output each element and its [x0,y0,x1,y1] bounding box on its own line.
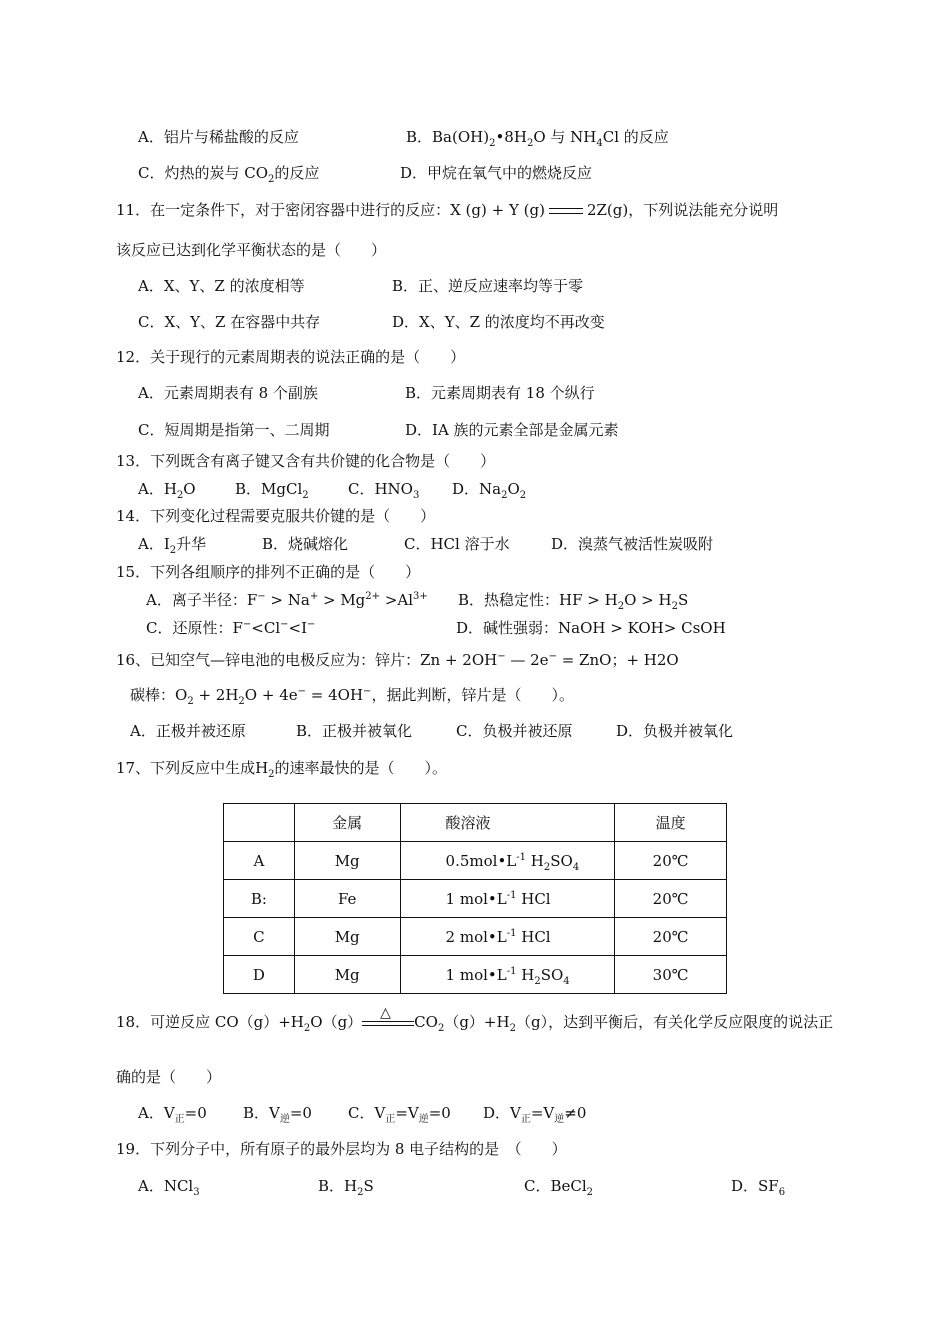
q12-option-b: B．元素周期表有 18 个纵行 [405,384,595,402]
table-header: 酸溶液 [400,804,615,842]
q12-stem: 12．关于现行的元素周期表的说法正确的是（ ） [116,348,466,366]
q19-stem: 19．下列分子中，所有原子的最外层均为 8 电子结构的是 （ ） [116,1140,567,1158]
table-cell: Mg [294,842,400,880]
q12-option-c: C．短周期是指第一、二周期 [138,421,330,439]
table-header: 温度 [615,804,727,842]
q17-stem: 17、下列反应中生成$H_2$的速率最快的是（ ）。 [116,759,448,780]
table-row [224,880,727,918]
q11-stem: 11．在一定条件下，对于密闭容器中进行的反应：X (g) + Y (g) 2Z(g)，下列说法能充分说明 [116,201,779,219]
q16-option-d: D．负极并被氧化 [616,722,734,740]
table-cell: D [224,956,295,994]
q14-stem: 14．下列变化过程需要克服共价键的是（ ） [116,507,436,525]
q16-stem: 16、已知空气—锌电池的电极反应为：锌片：Zn + 2OH− — 2e− = ZnO；+ H2O [116,651,679,669]
q12-option-a: A．元素周期表有 8 个副族 [138,384,318,402]
table-cell: A [224,842,295,880]
q14-option-b: B．烧碱熔化 [262,535,349,553]
q18-option-d: D．$V_正=V_逆\ne 0$ [483,1104,587,1125]
equilibrium-arrow-icon [549,205,583,217]
q16-option-a: A．正极并被还原 [130,722,246,740]
q19-option-a: A．NCl$_3$ [138,1177,200,1198]
q19-option-c: C．BeCl$_2$ [524,1177,594,1198]
q10-option-d: D．甲烷在氧气中的燃烧反应 [400,164,593,182]
table-cell: Mg [294,918,400,956]
q15-stem: 15．下列各组顺序的排列不正确的是（ ） [116,563,421,581]
q18-option-b: B．$V_逆=0$ [243,1104,312,1125]
table-row [224,918,727,956]
q11-option-c: C．X、Y、Z 在容器中共存 [138,313,321,331]
q18-option-c: C．$V_正=V_逆=0$ [348,1104,451,1125]
q18-stem: 18．可逆反应 $CO(g)+H_2O(g)$ △ $CO_2(g)+H_2(g)$，达到平衡后，有关化学反应限度的说法正 [116,1005,834,1034]
table-cell: 20℃ [615,842,727,880]
table-header-row [224,804,727,842]
table-cell: $0.5mol•L^{-1}$ $H_2SO_4$ [400,842,615,880]
heating-arrow-icon: △ [362,1013,414,1033]
q16-option-b: B．正极并被氧化 [296,722,413,740]
q18-stem-line2: 确的是（ ） [116,1068,222,1086]
table-cell: 2 $mol•L^{-1}$ HCl [400,918,615,956]
q11-option-a: A．X、Y、Z 的浓度相等 [138,277,305,295]
q19-option-b: B．$H_2S$ [318,1177,374,1198]
q10-option-b: B．$Ba(OH)_2•8H_2O$ 与 $NH_4Cl$ 的反应 [406,128,669,149]
q15-option-b: B．热稳定性：HF > $H_2O > H_2S$ [458,591,689,612]
table-row [224,956,727,994]
q15-option-d: D．碱性强弱：NaOH > KOH> CsOH [456,619,726,637]
q13-option-b: B．MgCl$_2$ [235,480,309,501]
q10-option-c: C．灼热的炭与 $CO_2$的反应 [138,164,320,185]
q19-option-d: D．$SF_6$ [731,1177,786,1198]
q15-option-c: C．还原性：F−<Cl−<I− [146,619,316,637]
q12-option-d: D．IA 族的元素全部是金属元素 [405,421,619,439]
q11-option-d: D．X、Y、Z 的浓度均不再改变 [392,313,605,331]
table-cell: 20℃ [615,880,727,918]
q10-option-a: A．铝片与稀盐酸的反应 [138,128,299,146]
q18-option-a: A．$V_正=0$ [138,1104,207,1125]
table-cell: 30℃ [615,956,727,994]
q11-option-b: B．正、逆反应速率均等于零 [392,277,584,295]
q16-stem-line2: 碳棒：$O_2 + 2H_2O + 4e^- = 4OH^-$，据此判断，锌片是（ ）。 [130,686,574,707]
table-row [224,842,727,880]
q13-stem: 13．下列既含有离子键又含有共价键的化合物是（ ） [116,452,496,470]
q16-option-c: C．负极并被还原 [456,722,573,740]
q13-option-a: A．$H_2O$ [138,480,196,501]
q11-stem-line2: 该反应已达到化学平衡状态的是（ ） [116,241,387,259]
table-cell: 20℃ [615,918,727,956]
q13-option-d: D．$Na_2O_2$ [452,480,527,501]
q14-option-a: A．$I_2$升华 [138,535,207,556]
table-cell: 1 $mol•L^{-1}$ $H_2SO_4$ [400,956,615,994]
table-header: 金属 [294,804,400,842]
table-cell: C [224,918,295,956]
q13-option-c: C．$HNO_3$ [348,480,420,501]
table-cell: Mg [294,956,400,994]
table-cell: 1 $mol•L^{-1}$ HCl [400,880,615,918]
q15-option-a: A．离子半径：$F^- > Na^+ > Mg^{2+} >Al^{3+}$ [146,591,428,609]
table-cell: B: [224,880,295,918]
reaction-rate-table [223,803,727,994]
table-cell: Fe [294,880,400,918]
table-header [224,804,295,842]
q14-option-d: D．溴蒸气被活性炭吸附 [551,535,714,553]
q14-option-c: C．HCl 溶于水 [404,535,510,553]
